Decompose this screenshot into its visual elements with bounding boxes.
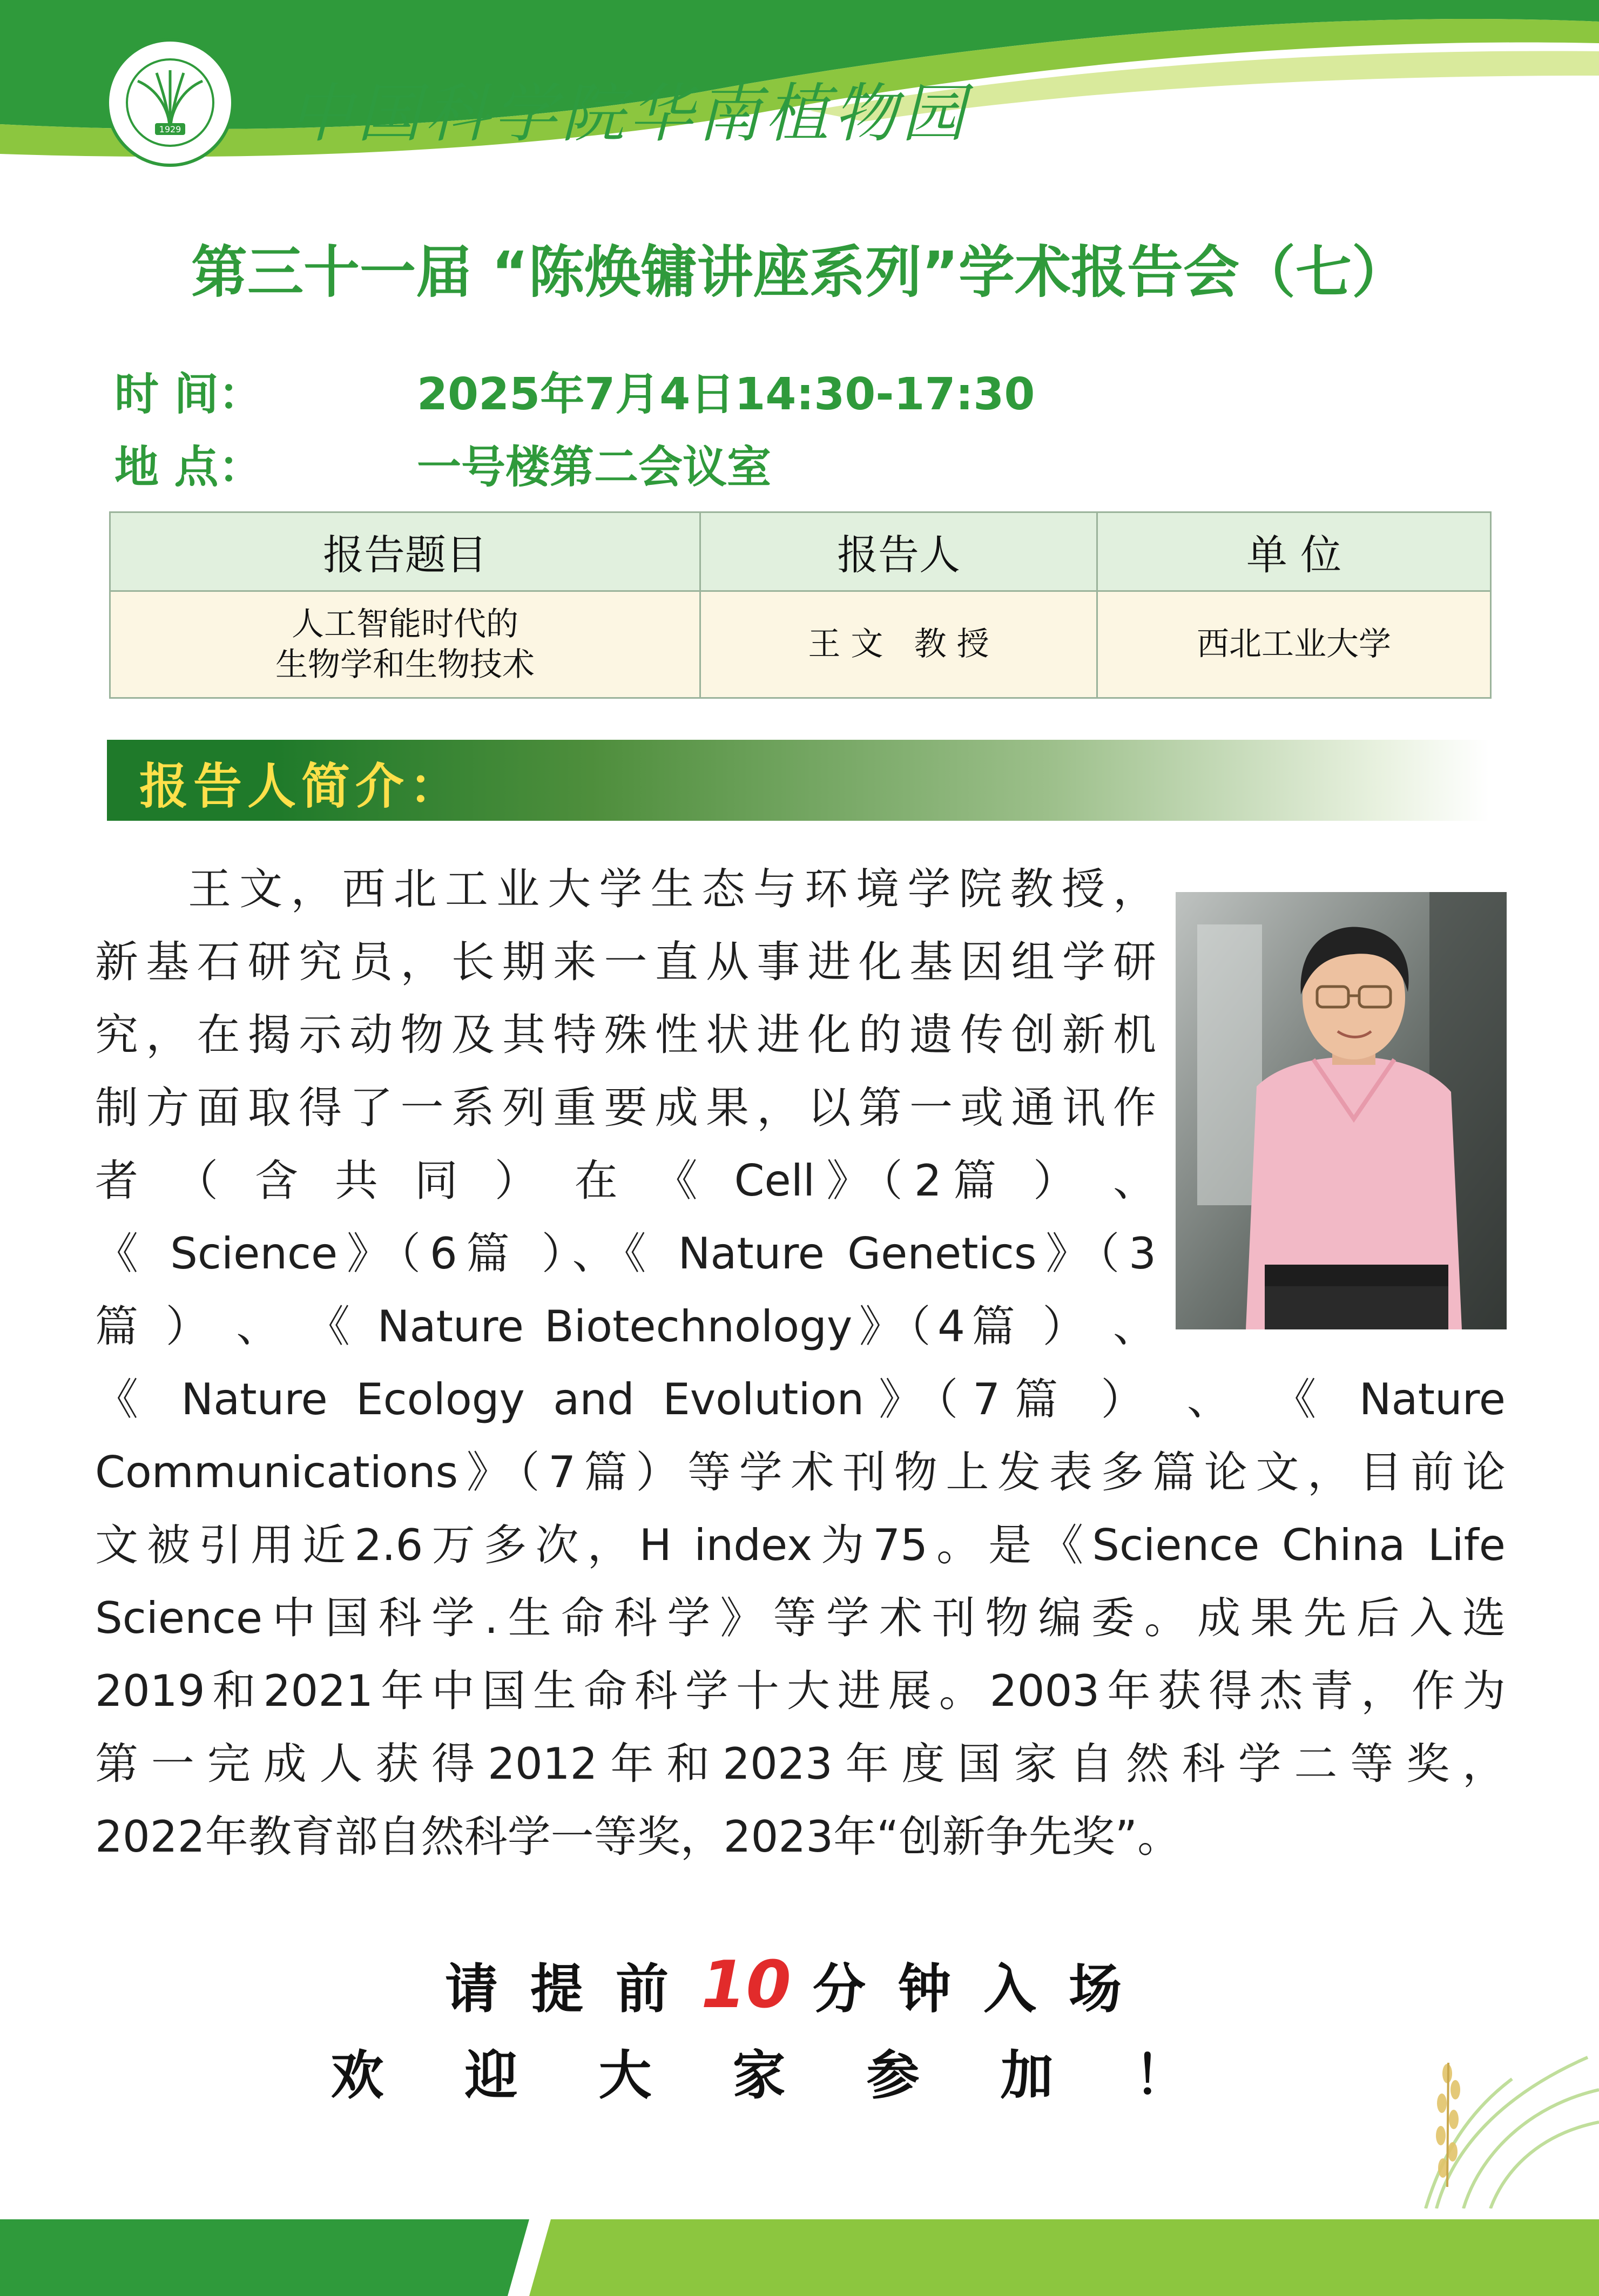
bio-line-13: 第一完成人获得2012年和2023年度国家自然科学二等奖， xyxy=(95,1739,1506,1789)
bio-line-9: Communications》（7篇）等学术刊物上发表多篇论文，目前论 xyxy=(95,1447,1506,1497)
bio-heading: 报告人简介： xyxy=(139,758,463,815)
affiliation-cell: 西北工业大学 xyxy=(1097,591,1491,698)
place-label: 地 点： xyxy=(114,442,263,493)
footer-band xyxy=(0,2219,1599,2296)
logo-year: 1929 xyxy=(159,124,181,134)
bio-line-2: 新基石研究员，长期来一直从事进化基因组学研 xyxy=(95,937,1156,987)
header-affiliation: 单 位 xyxy=(1097,512,1491,591)
bio-line-3: 究，在揭示动物及其特殊性状进化的遗传创新机 xyxy=(95,1010,1156,1060)
cta-line1-post: 分钟入场 xyxy=(813,1959,1155,2020)
bio-line-7: 篇 ） 、 《 Nature Biotechnology》（4篇 ） 、 xyxy=(95,1301,1156,1352)
cta-line1-pre: 请提前 xyxy=(444,1959,701,2020)
topic-cell xyxy=(110,591,700,698)
institute-name: 中国科学院华南植物园 xyxy=(289,76,970,151)
bio-line-12: 2019和2021年中国生命科学十大进展。2003年获得杰青，作为 xyxy=(95,1666,1506,1716)
bio-line-1: 王文，西北工业大学生态与环境学院教授， xyxy=(188,864,1156,914)
bio-line-11: Science中国科学.生命科学》等学术刊物编委。成果先后入选 xyxy=(95,1593,1506,1643)
bio-line-5: 者 （ 含 共 同 ） 在 《 Cell》（2篇 ） 、 xyxy=(95,1156,1156,1206)
bio-line-14: 2022年教育部自然科学一等奖，2023年“创新争先奖”。 xyxy=(95,1812,1181,1862)
rice-plant-icon xyxy=(1404,2014,1599,2209)
table-row xyxy=(110,591,1491,698)
header-speaker: 报告人 xyxy=(700,512,1097,591)
time-value: 2025年7月4日14:30-17:30 xyxy=(417,369,1035,420)
topic-line-2: 生物学和生物技术 xyxy=(275,645,535,684)
cta-arrive-early xyxy=(0,1947,1599,2023)
cta-line1-minutes: 10 xyxy=(701,1948,791,2023)
schedule-table xyxy=(109,511,1492,699)
bio-line-4: 制方面取得了一系列重要成果，以第一或通讯作 xyxy=(95,1083,1156,1133)
speaker-cell: 王 文 教 授 xyxy=(700,591,1097,698)
time-row xyxy=(114,359,1035,422)
bio-line-8: 《 Nature Ecology and Evolution》（7篇 ） 、 《 Nature xyxy=(95,1374,1506,1424)
speaker-portrait-photo xyxy=(1176,892,1507,1329)
cta-welcome: 欢迎大家参加！ xyxy=(330,2045,1269,2106)
botanical-garden-logo xyxy=(105,38,235,167)
place-value: 一号楼第二会议室 xyxy=(417,442,772,493)
header-topic: 报告题目 xyxy=(110,512,700,591)
topic-line-1: 人工智能时代的 xyxy=(292,605,518,643)
place-row xyxy=(114,432,771,495)
bio-line-10: 文被引用近2.6万多次，H index为75。是《Science China Life xyxy=(95,1520,1506,1570)
table-header-row xyxy=(110,512,1491,591)
event-title: 第三十一届 “陈焕镛讲座系列”学术报告会（七） xyxy=(191,239,1408,305)
time-label: 时 间： xyxy=(114,369,263,420)
bio-line-6: 《 Science》（6篇 ）、《 Nature Genetics》（3 xyxy=(95,1228,1156,1279)
